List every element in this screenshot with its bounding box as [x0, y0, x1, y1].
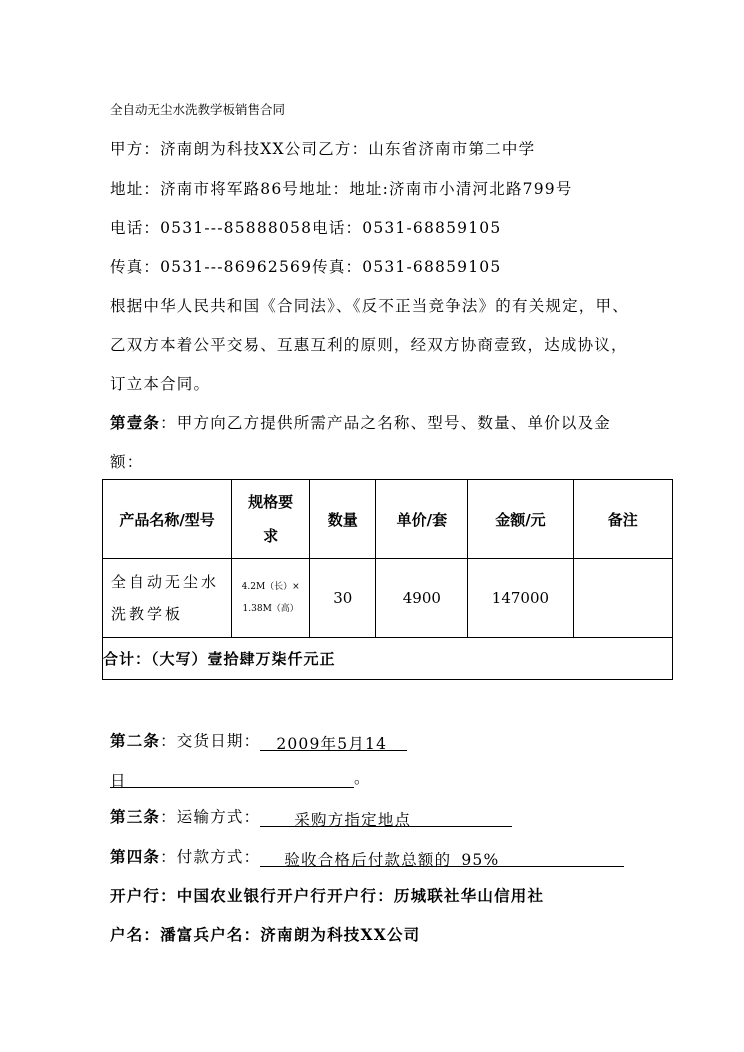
delivery-date-cont-field: 日 — [110, 769, 354, 788]
cell-product-name-line-2: 洗教学板 — [111, 605, 184, 623]
header-spec-line-2: 求 — [263, 527, 279, 545]
header-product-name: 产品名称/型号 — [103, 480, 232, 559]
payment-percent: 95% — [461, 851, 500, 869]
phone-line: 电话：0531---85888058电话：0531-68859105 — [110, 219, 502, 237]
article-2-text: ：交货日期： — [160, 732, 261, 750]
document-title: 全自动无尘水洗教学板销售合同 — [110, 102, 286, 117]
article-4-text: ：付款方式： — [160, 848, 261, 866]
article-4 — [110, 845, 624, 867]
article-1-cont: 额： — [110, 453, 144, 471]
product-table — [102, 479, 673, 680]
cell-amount: 147000 — [468, 559, 573, 638]
fax-line: 传真：0531---86962569传真：0531-68859105 — [110, 258, 502, 276]
article-1 — [110, 411, 611, 433]
parties-line: 甲方：济南朗为科技XX公司乙方：山东省济南市第二中学 — [110, 140, 536, 158]
article-3-label: 第三条 — [110, 807, 161, 826]
preamble-line-1: 根据中华人民共和国《合同法》、《反不正当竞争法》的有关规定，甲、 — [110, 297, 629, 315]
delivery-date-field: 2009年5月14 — [260, 732, 407, 751]
table-total-row — [103, 638, 673, 680]
account-name-line: 户名：潘富兵户名：济南朗为科技XX公司 — [110, 925, 421, 944]
cell-note — [573, 559, 673, 638]
cell-unit-price: 4900 — [376, 559, 468, 638]
header-quantity: 数量 — [310, 480, 376, 559]
table-row — [103, 559, 673, 638]
article-2-cont — [110, 766, 371, 788]
payment-method-value: 验收合格后付款总额的 — [284, 851, 452, 869]
header-amount: 金额/元 — [468, 480, 573, 559]
cell-spec-line-1: 4.2M（长）× — [241, 582, 300, 592]
table-header-row — [103, 480, 673, 559]
article-1-label: 第壹条 — [110, 413, 161, 432]
cell-spec-line-2: 1.38M（高） — [242, 604, 299, 614]
header-note: 备注 — [573, 480, 673, 559]
article-3 — [110, 805, 512, 827]
article-2-label: 第二条 — [110, 731, 161, 750]
article-1-text: ：甲方向乙方提供所需产品之名称、型号、数量、单价以及金 — [160, 414, 612, 432]
payment-method-field — [260, 848, 624, 867]
article-2-end: 。 — [354, 769, 371, 787]
header-spec — [232, 480, 310, 559]
cell-product-name-line-1: 全自动无尘水 — [111, 573, 220, 591]
article-3-text: ：运输方式： — [160, 808, 261, 826]
cell-spec — [232, 559, 310, 638]
bank-line: 开户行：中国农业银行开户行开户行：历城联社华山信用社 — [110, 886, 545, 905]
header-unit-price: 单价/套 — [376, 480, 468, 559]
header-spec-line-1: 规格要 — [248, 493, 294, 511]
cell-product-name — [103, 559, 232, 638]
preamble-line-2: 乙双方本着公平交易、互惠互利的原则，经双方协商壹致，达成协议， — [110, 336, 628, 354]
preamble-line-3: 订立本合同。 — [110, 375, 211, 393]
address-line: 地址：济南市将军路86号地址：地址:济南市小清河北路799号 — [110, 180, 573, 198]
transport-method-field: 采购方指定地点 — [260, 808, 512, 827]
cell-quantity: 30 — [310, 559, 376, 638]
article-2 — [110, 729, 407, 751]
article-4-label: 第四条 — [110, 847, 161, 866]
cell-total: 合计：（大写）壹拾肆万柒仟元正 — [103, 638, 673, 680]
